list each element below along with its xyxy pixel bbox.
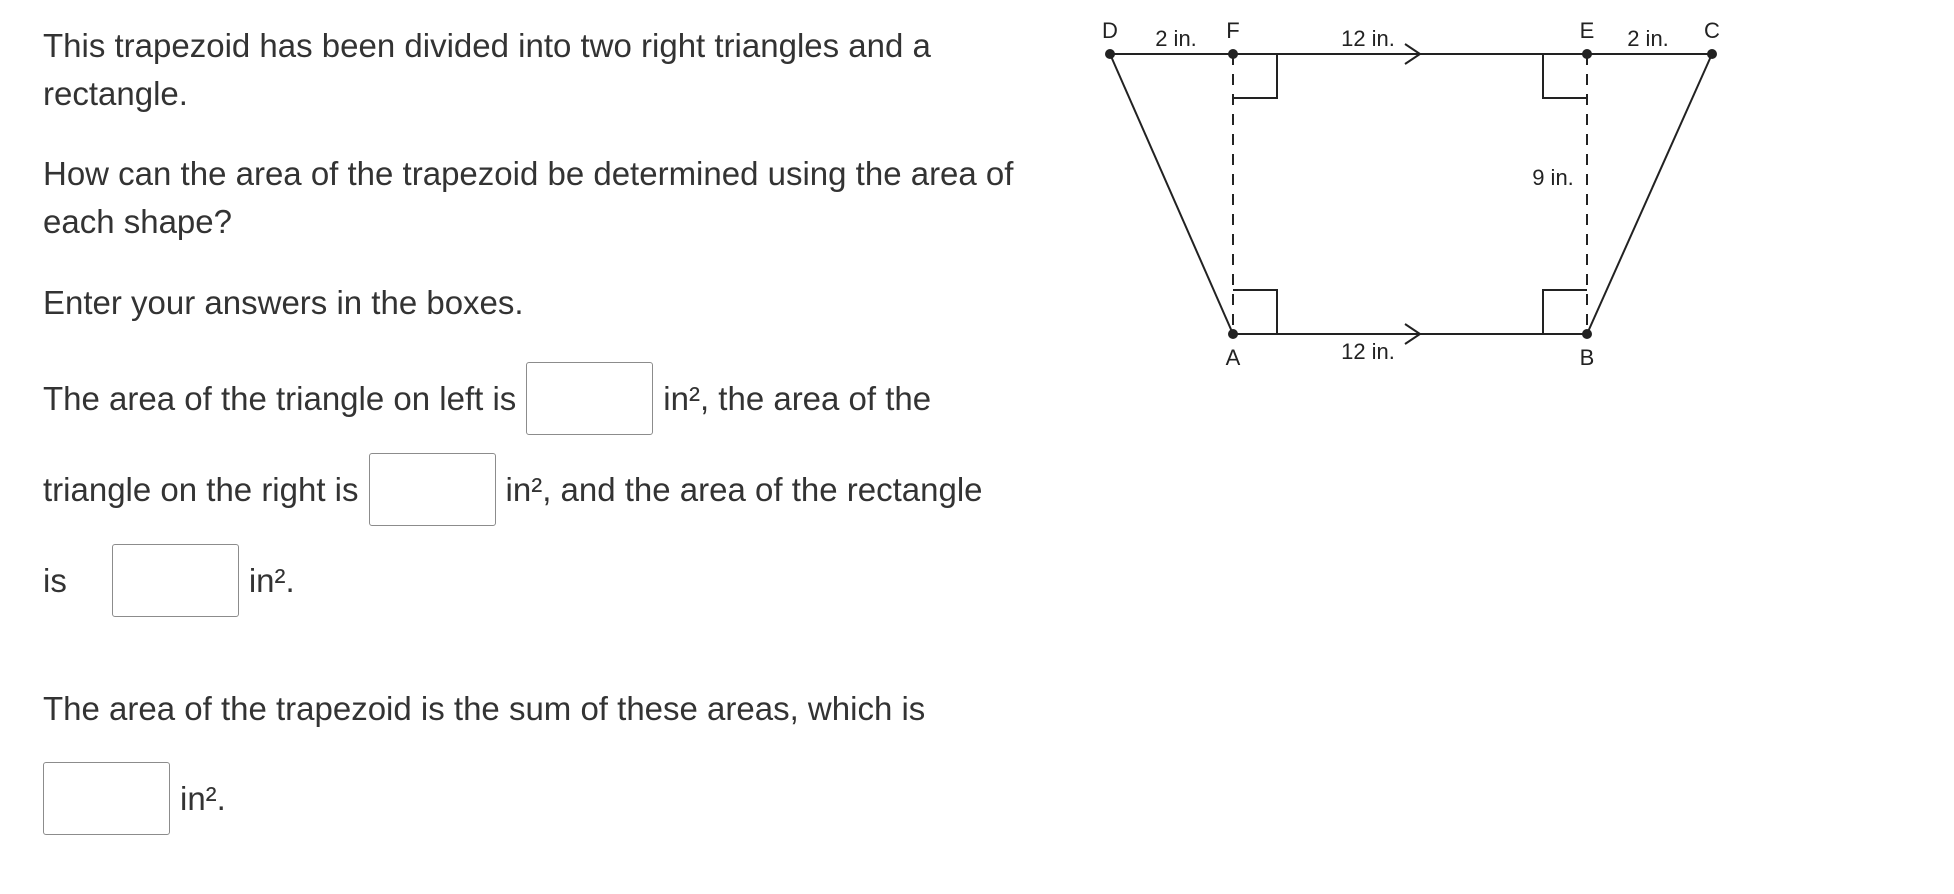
vertex-c-label: C: [1704, 18, 1720, 43]
vertex-f-dot: [1228, 49, 1238, 59]
problem-instruction: Enter your answers in the boxes.: [43, 284, 524, 321]
vertex-d-dot: [1105, 49, 1115, 59]
vertex-a-dot: [1228, 329, 1238, 339]
line2-text: triangle on the right is: [43, 470, 359, 508]
dimension-bottom-label: 12 in.: [1341, 339, 1395, 364]
right-angle-marker-e: [1543, 54, 1587, 98]
vertex-c-dot: [1707, 49, 1717, 59]
answer-line-right-triangle: [43, 453, 983, 526]
answer-line-rectangle: [43, 544, 295, 617]
trapezoid-area-input[interactable]: [43, 762, 170, 835]
line2-suffix: in², and the area of the rectangle: [505, 470, 983, 508]
trapezoid-sum-line: [43, 690, 925, 728]
right-triangle-area-input[interactable]: [369, 453, 496, 526]
dimension-top-middle-label: 12 in.: [1341, 26, 1395, 51]
vertex-a-label: A: [1225, 345, 1241, 370]
problem-text: [43, 22, 1043, 327]
right-leg-line: [1587, 54, 1712, 334]
rectangle-area-input[interactable]: [112, 544, 239, 617]
dimension-top-left-label: 2 in.: [1155, 26, 1197, 51]
line1-suffix: in², the area of the: [663, 379, 932, 417]
vertex-e-dot: [1582, 49, 1592, 59]
answer-line-trapezoid: [43, 762, 226, 835]
left-leg-line: [1110, 54, 1233, 334]
problem-intro: This trapezoid has been divided into two right triangles and a rectangle.: [43, 27, 931, 112]
vertex-f-label: F: [1226, 18, 1240, 43]
vertex-e-label: E: [1579, 18, 1595, 43]
problem-question: How can the area of the trapezoid be determined using the area of each shape?: [43, 155, 1014, 240]
right-angle-marker-f: [1233, 54, 1277, 98]
line5-suffix: in².: [180, 779, 226, 817]
line1-text: The area of the triangle on left is: [43, 379, 517, 417]
right-angle-marker-a: [1233, 290, 1277, 334]
line4-text: The area of the trapezoid is the sum of these areas, which is: [43, 690, 926, 727]
trapezoid-figure: [1090, 10, 1730, 370]
left-triangle-area-input[interactable]: [526, 362, 653, 435]
right-angle-marker-b: [1543, 290, 1587, 334]
vertex-d-label: D: [1102, 18, 1118, 43]
vertex-b-dot: [1582, 329, 1592, 339]
answer-line-left-triangle: [43, 362, 931, 435]
line3-text: is: [43, 561, 67, 599]
dimension-top-right-label: 2 in.: [1627, 26, 1669, 51]
line3-suffix: in².: [248, 561, 295, 599]
dimension-height-label: 9 in.: [1532, 165, 1574, 190]
vertex-b-label: B: [1579, 345, 1595, 370]
